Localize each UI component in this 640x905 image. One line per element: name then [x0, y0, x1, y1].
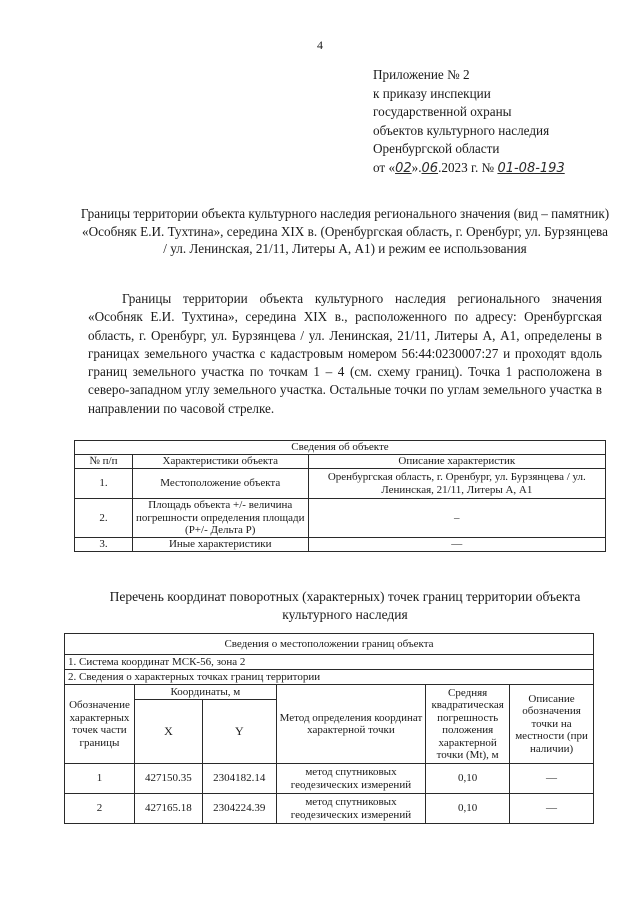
object-table-header-char: Характеристики объекта	[132, 455, 308, 469]
cell-method: метод спутниковых геодезических измерений	[276, 764, 425, 794]
date-sep: ».	[411, 159, 422, 175]
row-num: 3.	[75, 537, 133, 551]
object-table-header-num: № п/п	[75, 455, 133, 469]
order-number: 01-08-193	[497, 160, 565, 176]
header-coords: Координаты, м	[134, 685, 276, 700]
boundary-description: Границы территории объекта культурного наследия регионального значения «Особняк Е.И. Тухтина», середина XIX в., расположенного по адресу: Оренбургская область, г. Оренбург, ул. Бурзянцева / ул. Ленинская, 21/11, Литеры А, А1, определены в границах земельного участка с кадастровым номером 56:44:0230007:27 и проходят вдоль границ земельного участка по точкам 1 – 4 (см. схему границ). Точка 1 расположена в северо-западном углу земельного участка. Остальные точки по углам земельного участка в направлении по часовой стрелке.	[88, 291, 602, 416]
cell-y: 2304224.39	[202, 794, 276, 824]
header-method: Метод определения координат характерной точки	[276, 685, 425, 764]
page-number: 4	[317, 38, 323, 52]
appendix-line-5: Оренбургской области	[373, 141, 500, 157]
document-title: Границы территории объекта культурного наследия регионального значения (вид – памятник) «Особняк Е.И. Тухтина», середина XIX в. (Оренбургская область, г. Оренбург, ул. Бурзянцева / ул. Ленинская, 21/11, Литеры А, А1) и режим ее использования	[80, 206, 610, 257]
cell-x: 427150.35	[134, 764, 202, 794]
cell-y: 2304182.14	[202, 764, 276, 794]
header-description: Описание обозначения точки на местности (при наличии)	[510, 685, 594, 764]
object-table-header-desc: Описание характеристик	[308, 455, 605, 469]
appendix-date-line	[373, 159, 565, 179]
row-desc: —	[308, 537, 605, 551]
cell-description: —	[510, 794, 594, 824]
appendix-line-3: государственной охраны	[373, 104, 512, 120]
row-num: 2.	[75, 499, 133, 538]
appendix-line-1: Приложение № 2	[373, 67, 470, 82]
header-accuracy: Средняя квадратическая погрешность положения характерной точки (Mt), м	[426, 685, 510, 764]
appendix-line-2: к приказу инспекции	[373, 85, 491, 101]
cell-accuracy: 0,10	[426, 794, 510, 824]
row-char: Площадь объекта +/- величина погрешности определения площади (Р+/- Дельта Р)	[132, 499, 308, 538]
cell-accuracy: 0,10	[426, 764, 510, 794]
date-day: 02	[395, 160, 412, 176]
header-y: Y	[202, 700, 276, 764]
table-row	[75, 499, 606, 538]
row-num: 1.	[75, 469, 133, 499]
row-char: Иные характеристики	[132, 537, 308, 551]
coords-section: 2. Сведения о характерных точках границ территории	[65, 670, 594, 685]
object-info-table	[74, 440, 606, 552]
cell-point: 1	[65, 764, 135, 794]
table-row	[75, 469, 606, 499]
header-x: X	[134, 700, 202, 764]
date-month: 06	[421, 160, 439, 176]
table-row	[65, 794, 594, 824]
appendix-line-4: объектов культурного наследия	[373, 122, 550, 138]
row-char: Местоположение объекта	[132, 469, 308, 499]
coordinates-table	[64, 633, 594, 824]
cell-x: 427165.18	[134, 794, 202, 824]
table-row	[65, 764, 594, 794]
date-year: .2023 г. №	[438, 159, 495, 175]
table-row	[75, 537, 606, 551]
cell-description: —	[510, 764, 594, 794]
date-prefix: от «	[373, 159, 396, 175]
row-desc: Оренбургская область, г. Оренбург, ул. Бурзянцева / ул. Ленинская, 21/11, Литеры А, А1	[308, 469, 605, 499]
cell-method: метод спутниковых геодезических измерений	[276, 794, 425, 824]
coordinates-title: Перечень координат поворотных (характерных) точек границ территории объекта культурного наследия	[109, 589, 581, 622]
cell-point: 2	[65, 794, 135, 824]
appendix-header	[373, 66, 565, 179]
object-table-caption: Сведения об объекте	[75, 441, 606, 455]
header-point: Обозначение характерных точек части границы	[65, 685, 135, 764]
coords-table-caption: Сведения о местоположении границ объекта	[65, 634, 594, 655]
row-desc: –	[308, 499, 605, 538]
coords-system: 1. Система координат МСК-56, зона 2	[65, 655, 594, 670]
